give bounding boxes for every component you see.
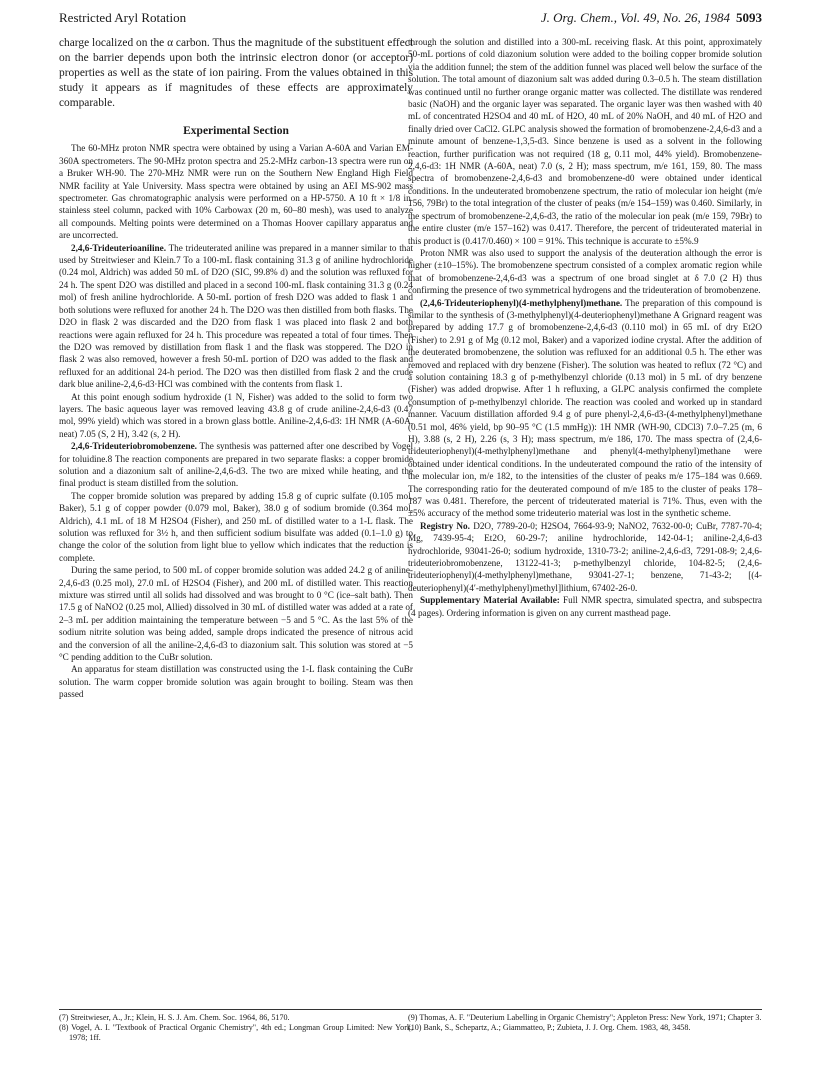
footnote: (7) Streitwieser, A., Jr.; Klein, H. S. J. Am. Chem. Soc. 1964, 86, 5170. <box>59 1013 290 1022</box>
naoh-paragraph: At this point enough sodium hydroxide (1 N, Fisher) was added to the solid to form two layers. The basic aqueous layer was removed leaving 43.8 g of crude aniline-2,4,6-d3 (0.47 mol, 99% yield) which was stored in a brown glass bottle. Aniline-2,4,6-d3: 1H NMR (A-60A, neat) 7.05 (S, 2 H), 3.42 (s, 2 H). <box>59 391 413 439</box>
run-in-title: 2,4,6-Trideuterioaniline. <box>71 242 167 253</box>
footnotes-left <box>59 1009 413 1044</box>
running-header-journal <box>541 10 762 26</box>
registry-paragraph <box>408 520 762 594</box>
run-in-title: Supplementary Material Available: <box>420 595 560 606</box>
supplementary-paragraph <box>408 594 762 619</box>
paragraph-body: The synthesis was patterned after one described by Vogel for toluidine.8 The reaction components are prepared in two separate flasks: a copper bromide solution and a diazonium salt of aniline-2,4,6-d3. The two are mixed while heating, and the final product is steam distilled from the solution. <box>59 441 413 489</box>
footnote: (10) Bank, S., Schepartz, A.; Giammatteo, P.; Zubieta, J. J. Org. Chem. 1983, 48, 3458. <box>408 1023 691 1033</box>
paragraph-body: D2O, 7789-20-0; H2SO4, 7664-93-9; NaNO2, 7632-00-0; CuBr, 7787-70-4; Mg, 7439-95-4; Et2O, 60-29-7; aniline hydrochloride, 142-04-1; aniline-2,4,6-d3 hydrochloride, 93041-26-0; sodium hydroxide, 1310-73-2; aniline-2,4,6-d3, 7291-08-9; 2,4,6-trideuteriobromobenzene, 13122-41-3; p-methylbenzyl chloride, 104-82-5; (2,4,6-trideuteriophenyl)(4-methylphenyl)methane, 93041-27-1; benzene, 71-43-2; [(4-deuteriophenyl)(4′-methylphenyl)methyl]lithium, 67402-26-0. <box>408 520 762 593</box>
steam-distillation-paragraph: An apparatus for steam distillation was constructed using the 1-L flask containing the CuBr solution. The warm copper bromide solution was again brought to boiling. Steam was then passed <box>59 664 413 700</box>
journal-citation: J. Org. Chem., Vol. 49, No. 26, 1984 <box>540 10 730 25</box>
copper-bromide-paragraph: The copper bromide solution was prepared by adding 15.8 g of cupric sulfate (0.105 mol, Baker), 5.1 g of copper powder (0.079 mol, Baker), 38.0 g of sodium bromide (0.364 mol, Aldrich), 4.1 mL of 18 M H2SO4 (Fisher), and 250 mL of distilled water to a 1-L flask. The solution was refluxed for 3½ h, and then sufficient sodium bisulfate was added (0.1–1.0 g) to change the color of the solution from light blue to yellow which indicates that the reduction is complete. <box>59 490 413 563</box>
footnote-rule <box>408 1009 762 1010</box>
proton-nmr-paragraph: Proton NMR was also used to support the analysis of the deuteration although the error is higher (±10–15%). The bromobenzene spectrum consisted of a complex aromatic region while that of bromobenzene-2,4,6-d3 was a spectrum of one broad singlet at δ 7.0 (2 H) thus confirming the presence of two symmetrical hydrogens and the trideuteration of bromobenzene. <box>408 247 762 296</box>
right-column <box>408 36 762 619</box>
page-number: 5093 <box>736 10 762 25</box>
diazonium-paragraph: During the same period, to 500 mL of copper bromide solution was added 24.2 g of aniline-2,4,6-d3 (0.25 mol), 27.0 mL of H2SO4 (Fisher), and 200 mL of distilled water. This reaction mixture was stirred until all solids had dissolved and was brought to 0 °C (ice–salt bath). Then 17.5 g of NaNO2 (0.25 mol, Allied) dissolved in 30 mL of distilled water was added at a rate of 2–3 mL per addition maintaining the temperature between −5 and 5 °C. As the last 5% of the sodium nitrite solution was being added, sample drops indicated the presence of nitrous acid and the conversion of all the aniline-2,4,6-d3 to diazonium salt. This solution was stored at −5 °C pending addition to the CuBr solution. <box>59 565 413 663</box>
trideuterioaniline-paragraph <box>59 242 413 391</box>
running-header-title: Restricted Aryl Rotation <box>59 10 187 25</box>
footnote: (8) Vogel, A. I. "Textbook of Practical Organic Chemistry", 4th ed.; Longman Group Limited: New York, 1978; 1ff. <box>59 1023 413 1043</box>
methods-paragraph: The 60-MHz proton NMR spectra were obtained by using a Varian A-60A and Varian EM-360A spectrometers. The 90-MHz proton spectra and 25.2-MHz carbon-13 spectra were run on a Bruker WH-90. The 270-MHz NMR were run on the Southern New England High Field NMR facility at Yale University. Mass spectra were obtained by using an AEI MS-902 mass spectrometer. Gas chromatographic analysis were performed on a HP-5750. A 10 ft × 1/8 in. stainless steel column, packed with 10% Carbowax (20 m, 60–80 mesh), was used to analyze all compounds. Melting points were determined on a Thomas Hoover capillary apparatus and are uncorrected. <box>59 143 413 241</box>
run-in-title: (2,4,6-Trideuteriophenyl)(4-methylphenyl)methane. <box>420 297 623 308</box>
footnote-rule <box>59 1009 413 1010</box>
section-title: Experimental Section <box>183 125 289 137</box>
left-column <box>59 36 413 701</box>
paragraph-body: The preparation of this compound is similar to the synthesis of (3-methylphenyl)(4-deuteriophenyl)methane A Grignard reagent was prepared by adding 17.7 g of bromobenzene-2,4,6-d3 (0.110 mol) in 65 mL of dry Et2O (Fisher) to 2.91 g of Mg (0.12 mol, Baker) and a vaporized iodine crystal. After the addition of the deuterated bromobenzene, the solution was refluxed for an additional 0.5 h. The ether was removed and replaced with dry benzene (Fisher). The solution was heated to reflux (72 °C) and a solution containing 18.3 g of p-methylbenzyl chloride (0.13 mol) in 5 mL of dry benzene (Fisher) was added dropwise. After 1 h refluxing, a GLPC analysis confirmed the complete consumption of p-methylbenzyl chloride. The reaction was cooled and worked up in standard manner. Vacuum distillation afforded 9.4 g of pure phenyl-2,4,6-d3-(4-methylphenyl)methane (0.51 mol, 46% yield, bp 90–95 °C (1.5 mmHg)): 1H NMR (WH-90, CDCl3) 7.0–7.25 (m, 6 H), 3.88 (s, 2 H), 2.26 (s, 3 H); mass spectrum, m/e 186, 170. The mass spectra of (2,4,6-trideuteriophenyl)(4-methylphenyl)methane and phenyl(4-methylphenyl)methane were obtained under identical conditions. In the undeuterated compound the ratio of the intensity of the molecular ion, m/e 182, to the intensities of the cluster of peaks m/e 175–184 was 0.669. The corresponding ratio for the deuterated compound of m/e 185 to the cluster of peaks 178–187 was 0.481. Therefore, the percent of trideuterated material is 71%. Thus, even with the ±5% accuracy of the method some trideuterio material was lost in the synthetic scheme. <box>408 297 762 519</box>
footnotes-right <box>408 1009 762 1033</box>
paragraph-body: Full NMR spectra, simulated spectra, and subspectra (4 pages). Ordering information is given on any current masthead page. <box>408 595 763 618</box>
footnote: (9) Thomas, A. F. "Deuterium Labelling in Organic Chemistry"; Appleton Press: New York, 1971; Chapter 3. <box>408 1013 762 1022</box>
paragraph-body: The trideuterated aniline was prepared in a manner similar to that used by Streitwieser and Klein.7 To a 100-mL flask containing 31.3 g of aniline hydrochloride (0.24 mol, Aldrich) was added 50 mL of D2O (SIC, 99.8% d) and the solution was refluxed for 24 h. The spent D2O was distilled and placed in a second 100-mL flask containing 31.3 g (0.24 mol) of fresh aniline hydrochloride. A 50-mL portion of fresh D2O was added to flask 1 and both solutions were refluxed for another 24 h. The D2O was then distilled from both flasks. The D2O in flask 2 was discarded and the D2O from flask 1 was placed into flask 2 and both reactions were again refluxed for 24 h. This procedure was repeated a total of four times. Then the D2O was removed by distillation from flask 1 and the flask was stoppered. The D2O in flask 2 was also removed, however a fresh 50-mL portion of D2O was added to the flask and refluxed for an additional 24-h period. The D2O was then distilled from flask 2 and the crude dark blue aniline-2,4,6-d3·HCl was combined with the contents from flask 1. <box>59 242 413 390</box>
bromobenzene-paragraph <box>59 440 413 490</box>
intro-paragraph: charge localized on the α carbon. Thus the magnitude of the substituent effect on the barrier depends upon both the intrinsic electron donor (or acceptor) properties as well as the state of ion pairing. From the values obtained in this study it appears as if magnitudes of these effects are approximately comparable. <box>59 37 413 109</box>
run-in-title: 2,4,6-Trideuteriobromobenzene. <box>71 441 197 452</box>
continuation-paragraph: through the solution and distilled into a 300-mL receiving flask. At this point, approximately 50-mL portions of cold diazonium solution were added to the boiling copper bromide solution via the addition funnel; the stem of the addition funnel was placed well below the surface of the solution. The total amount of diazonium salt was added during 0.3–0.5 h. The steam distillation was continued until no further orange organic matter was collected. The distillate was rendered basic (NaOH) and the organic layer was separated. The organic layer was then washed with 40 mL of concentrated H2SO4 and 40 mL of H2O, 40 mL of 20% NaOH, and 40 mL of H2O and finally dried over CaCl2. GLPC analysis showed the formation of bromobenzene-2,4,6-d3 and a minute amount of benzene-1,3,5-d3. Since benzene is used as a solvent in the following reaction, further purification was not required (18 g, 0.11 mol, 44% yield). Bromobenzene-2,4,6-d3: 1H NMR (A-60A, neat) 7.0 (s, 2 H); mass spectrum, m/e 161, 159, 80. The mass spectra of bromobenzene-2,4,6-d3 and bromobenzene-d0 were obtained under identical conditions. In the undeuterated bromobenzene spectrum, the ratio of molecular ion height (m/e 156, 79Br) to the total integration of the cluster of peaks (m/e 154–159) was 0.460. Similarly, in the spectrum of bromobenzene-2,4,6-d3, the ratio of the molecular ion peak (m/e 159, 79Br) to the entire cluster (m/e 157–162) was 0.417. Therefore, the percent of trideuterated material in this product is (0.417/0.460) × 100 = 91%. This technique is accurate to ±5%.9 <box>408 37 762 246</box>
methane-paragraph <box>408 297 762 520</box>
run-in-title: Registry No. <box>420 520 470 531</box>
